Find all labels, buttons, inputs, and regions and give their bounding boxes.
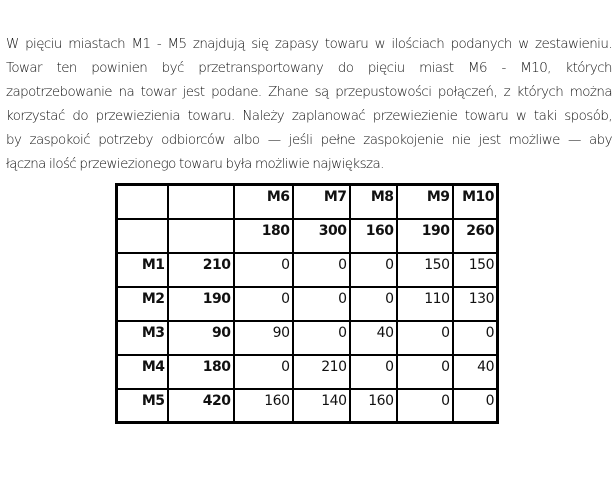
problem-line-2: Towar ten powinien być przetransportowany do pięciu miast M6 - M10, których: [6, 61, 612, 76]
capacity-cell: 0: [293, 287, 350, 321]
capacity-cell: 110: [397, 287, 453, 321]
empty-corner-cell: [117, 219, 168, 253]
problem-line-6: łączna ilość przewiezionego towaru była możliwie największa.: [6, 157, 384, 172]
capacity-cell: 0: [397, 321, 453, 355]
capacity-cell: 0: [397, 355, 453, 389]
demand-cell: 300: [293, 219, 350, 253]
demand-row: [117, 219, 498, 253]
capacity-cell: 0: [350, 287, 397, 321]
source-city-cell: M3: [117, 321, 168, 355]
capacity-cell: 210: [293, 355, 350, 389]
capacity-cell: 40: [453, 355, 498, 389]
destination-header: M7: [293, 185, 350, 219]
capacity-cell: 160: [350, 389, 397, 423]
source-city-cell: M5: [117, 389, 168, 423]
destination-header-row: [117, 185, 498, 219]
destination-header: M6: [234, 185, 293, 219]
capacity-cell: 140: [293, 389, 350, 423]
demand-cell: 180: [234, 219, 293, 253]
capacity-cell: 0: [234, 253, 293, 287]
problem-line-3: zapotrzebowanie na towar jest podane. Zhane są przepustowości połączeń, z których można: [6, 85, 612, 100]
capacity-cell: 0: [234, 287, 293, 321]
source-city-cell: M1: [117, 253, 168, 287]
empty-corner-cell: [117, 185, 168, 219]
empty-corner-cell: [168, 185, 234, 219]
problem-statement: [6, 33, 612, 177]
capacity-cell: 0: [293, 321, 350, 355]
capacity-cell: 90: [234, 321, 293, 355]
destination-header: M8: [350, 185, 397, 219]
problem-line-1: W pięciu miastach M1 - M5 znajdują się zapasy towaru w ilościach podanych w zestawieniu.: [6, 37, 612, 52]
capacity-cell: 40: [350, 321, 397, 355]
demand-cell: 260: [453, 219, 498, 253]
supply-cell: 180: [168, 355, 234, 389]
problem-line-4: korzystać do przewiezienia towaru. Należy zaplanować przewiezienie towaru w taki sposób,: [6, 109, 612, 124]
capacity-cell: 150: [397, 253, 453, 287]
empty-corner-cell: [168, 219, 234, 253]
capacity-cell: 0: [453, 389, 498, 423]
capacity-cell: 130: [453, 287, 498, 321]
table-row: [117, 389, 498, 423]
capacity-cell: 0: [350, 253, 397, 287]
destination-header: M10: [453, 185, 498, 219]
destination-header: M9: [397, 185, 453, 219]
supply-cell: 210: [168, 253, 234, 287]
capacity-cell: 0: [397, 389, 453, 423]
capacity-cell: 0: [293, 253, 350, 287]
demand-cell: 160: [350, 219, 397, 253]
supply-cell: 90: [168, 321, 234, 355]
source-city-cell: M2: [117, 287, 168, 321]
table-row: [117, 253, 498, 287]
table-row: [117, 287, 498, 321]
capacity-cell: 0: [234, 355, 293, 389]
capacity-cell: 150: [453, 253, 498, 287]
capacity-cell: 160: [234, 389, 293, 423]
capacity-cell: 0: [453, 321, 498, 355]
supply-cell: 420: [168, 389, 234, 423]
source-city-cell: M4: [117, 355, 168, 389]
capacity-table: [115, 183, 499, 424]
problem-line-5: by zaspokoić potrzeby odbiorców albo — jeśli pełne zaspokojenie nie jest możliwe — aby: [6, 133, 612, 148]
capacity-cell: 0: [350, 355, 397, 389]
table-row: [117, 355, 498, 389]
table-row: [117, 321, 498, 355]
demand-cell: 190: [397, 219, 453, 253]
supply-cell: 190: [168, 287, 234, 321]
